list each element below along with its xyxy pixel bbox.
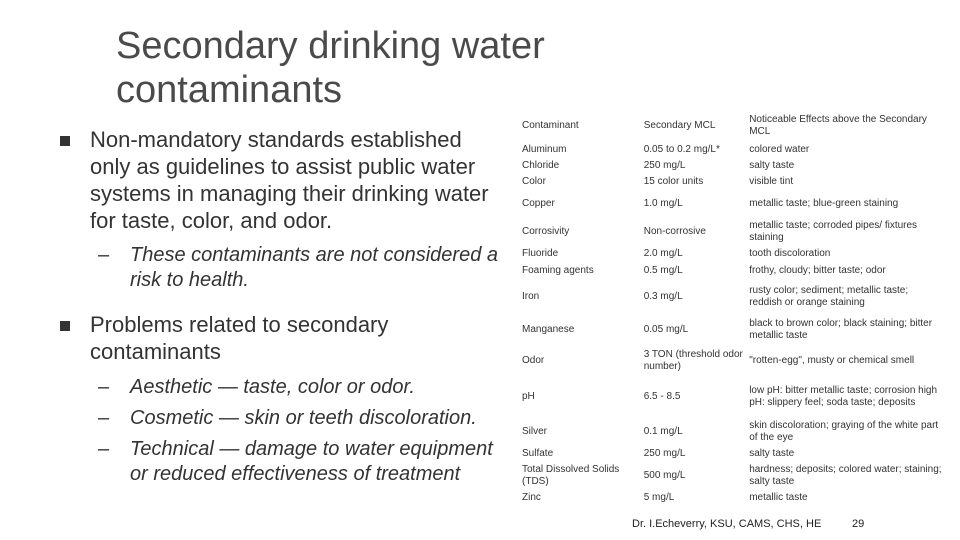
cell-contaminant: pH	[522, 390, 535, 402]
table-row	[520, 262, 944, 280]
cell-secondary-mcl: 3 TON (threshold odor number)	[643, 348, 743, 372]
cell-secondary-mcl: 500 mg/L	[643, 469, 686, 481]
dash-bullet: –	[98, 438, 110, 460]
bullet-item	[60, 311, 500, 365]
column-header-contaminant: Contaminant	[522, 119, 579, 131]
sub-bullet-text: These contaminants are not considered a risk to health.	[130, 244, 498, 291]
cell-effects: salty taste	[749, 159, 795, 171]
square-bullet-icon	[60, 136, 70, 146]
cell-secondary-mcl: Non-corrosive	[643, 225, 706, 237]
table-row	[520, 446, 944, 462]
sub-bullet-item	[60, 406, 500, 431]
cell-secondary-mcl: 250 mg/L	[643, 447, 686, 459]
table-row	[520, 346, 944, 376]
dash-bullet: –	[98, 244, 110, 266]
cell-contaminant: Silver	[522, 425, 548, 437]
cell-effects: metallic taste; blue-green staining	[749, 197, 899, 209]
cell-secondary-mcl: 15 color units	[643, 175, 704, 187]
table-row	[520, 418, 944, 446]
bullet-text: Problems related to secondary contaminants	[90, 312, 389, 364]
page-number: 29	[852, 518, 865, 530]
cell-secondary-mcl: 0.3 mg/L	[643, 290, 683, 302]
cell-contaminant: Sulfate	[522, 447, 554, 459]
sub-bullet-text: Aesthetic — taste, color or odor.	[130, 376, 415, 398]
cell-contaminant: Foaming agents	[522, 264, 594, 276]
column-header-effects: Noticeable Effects above the Secondary MCL	[749, 113, 927, 137]
column-header-secondary-mcl: Secondary MCL	[643, 119, 716, 131]
sub-bullet-item	[60, 375, 500, 400]
cell-secondary-mcl: 5 mg/L	[643, 491, 675, 503]
cell-secondary-mcl: 0.5 mg/L	[643, 264, 683, 276]
footer-author: Dr. I.Echeverry, KSU, CAMS, CHS, HE	[632, 518, 822, 530]
bullet-text: Non-mandatory standards established only as guidelines to assist public water systems in managing their drinking water for taste, color, and odor.	[90, 127, 489, 233]
sub-bullet-item	[60, 437, 500, 487]
cell-contaminant: Chloride	[522, 159, 560, 171]
cell-contaminant: Total Dissolved Solids (TDS)	[522, 463, 620, 487]
square-bullet-icon	[60, 321, 70, 331]
dash-bullet: –	[98, 407, 110, 429]
cell-effects: low pH: bitter metallic taste; corrosion high pH: slippery feel; soda taste; deposits	[749, 384, 938, 408]
cell-effects: "rotten-egg", musty or chemical smell	[749, 354, 915, 366]
cell-effects: skin discoloration; graying of the white part of the eye	[749, 419, 939, 443]
cell-contaminant: Zinc	[522, 491, 541, 503]
bullet-item	[60, 126, 500, 234]
cell-effects: tooth discoloration	[749, 247, 831, 259]
cell-secondary-mcl: 1.0 mg/L	[643, 197, 683, 209]
cell-effects: visible tint	[749, 175, 794, 187]
cell-secondary-mcl: 6.5 - 8.5	[643, 390, 681, 402]
cell-secondary-mcl: 0.05 mg/L	[643, 323, 689, 335]
cell-effects: metallic taste; corroded pipes/ fixtures staining	[749, 219, 918, 243]
cell-contaminant: Odor	[522, 354, 545, 366]
cell-secondary-mcl: 0.1 mg/L	[643, 425, 683, 437]
table-row	[520, 190, 944, 218]
cell-effects: colored water	[749, 143, 810, 155]
cell-contaminant: Aluminum	[522, 143, 567, 155]
cell-contaminant: Fluoride	[522, 247, 559, 259]
cell-contaminant: Color	[522, 175, 546, 187]
cell-effects: black to brown color; black staining; bitter metallic taste	[749, 317, 933, 341]
dash-bullet: –	[98, 376, 110, 398]
sub-bullet-item	[60, 243, 500, 293]
table-row	[520, 376, 944, 418]
cell-effects: rusty color; sediment; metallic taste; reddish or orange staining	[749, 284, 909, 308]
cell-contaminant: Copper	[522, 197, 555, 209]
table-row	[520, 490, 944, 506]
cell-effects: frothy, cloudy; bitter taste; odor	[749, 264, 886, 276]
table-row	[520, 158, 944, 174]
contaminants-table	[520, 110, 944, 506]
table-row	[520, 174, 944, 190]
table-row	[520, 314, 944, 346]
cell-effects: metallic taste	[749, 491, 808, 503]
table-row	[520, 246, 944, 262]
bullet-list	[60, 126, 500, 487]
cell-effects: salty taste	[749, 447, 795, 459]
cell-contaminant: Manganese	[522, 323, 575, 335]
cell-secondary-mcl: 250 mg/L	[643, 159, 686, 171]
table-row	[520, 280, 944, 314]
table-row	[520, 462, 944, 490]
table-row	[520, 218, 944, 246]
sub-bullet-text: Cosmetic — skin or teeth discoloration.	[130, 407, 477, 429]
table-row	[520, 142, 944, 158]
cell-secondary-mcl: 2.0 mg/L	[643, 247, 683, 259]
cell-contaminant: Iron	[522, 290, 540, 302]
sub-bullet-text: Technical — damage to water equipment or reduced effectiveness of treatment	[130, 438, 493, 485]
cell-effects: hardness; deposits; colored water; staining; salty taste	[749, 463, 942, 487]
table-header-row	[520, 110, 944, 142]
cell-contaminant: Corrosivity	[522, 225, 570, 237]
slide-title: Secondary drinking water contaminants	[116, 25, 545, 111]
cell-secondary-mcl: 0.05 to 0.2 mg/L*	[643, 143, 720, 155]
